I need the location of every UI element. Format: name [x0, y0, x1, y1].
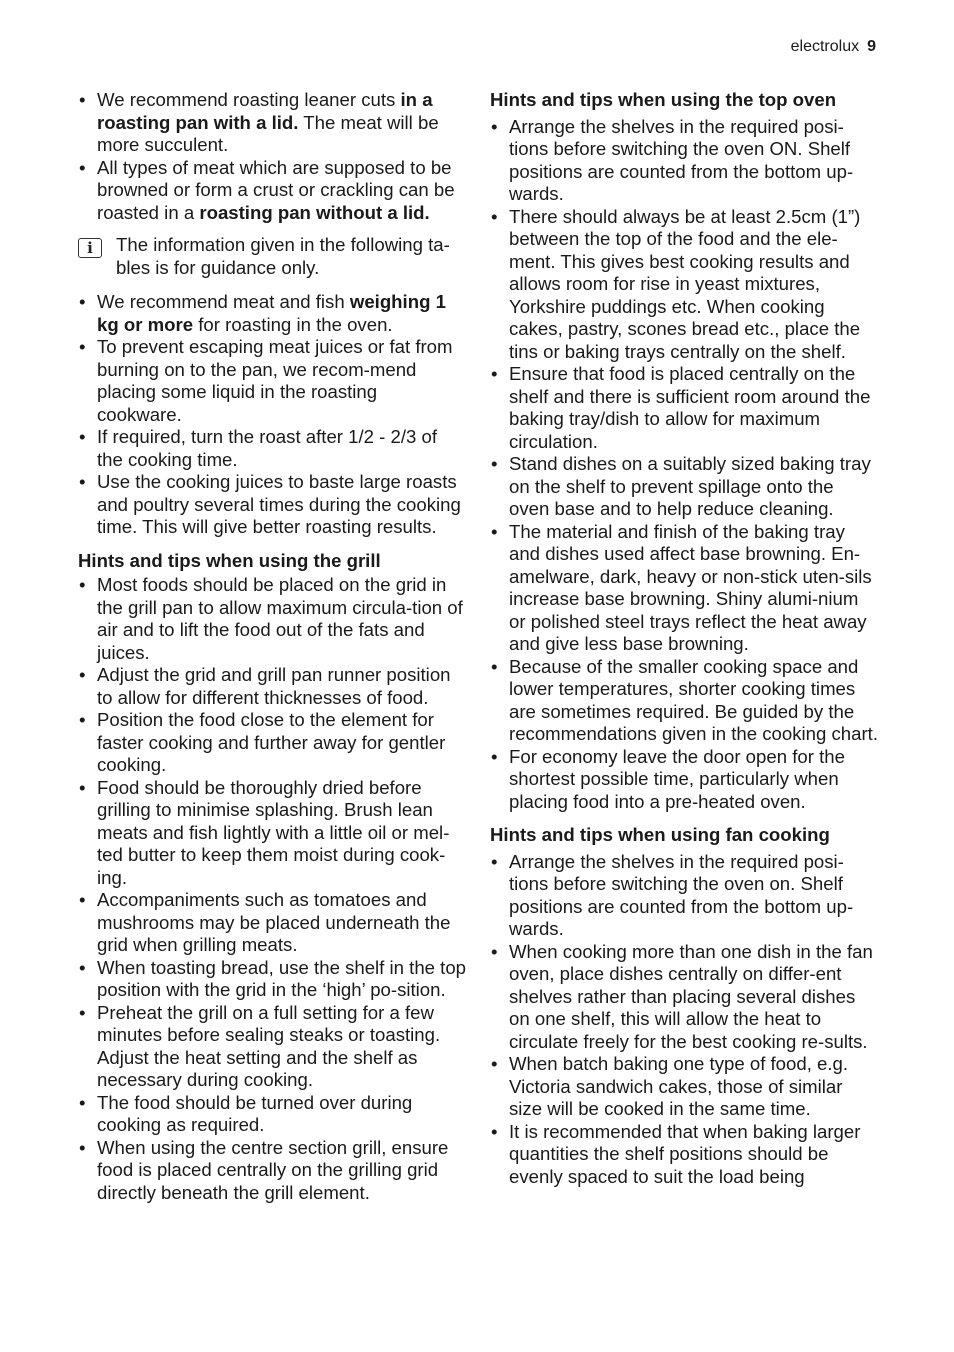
list-item: • When using the centre section grill, ensure food is placed centrally on the grilling grid directly beneath the grill element.	[78, 1137, 466, 1205]
list-item: • Arrange the shelves in the required posi-tions before switching the oven on. Shelf positions are counted from the bottom up-wards.	[490, 851, 878, 941]
fan-cooking-heading: Hints and tips when using fan cooking	[490, 824, 830, 845]
left-column	[78, 89, 466, 1204]
top-oven-list	[490, 116, 878, 814]
guidance-note	[78, 234, 466, 279]
list-item: • The material and finish of the baking tray and dishes used affect base browning. En-amelware, dark, heavy or non-stick uten-sils increase base browning. Shiny alumi-nium or polished steel trays reflect the heat away and give less base browning.	[490, 521, 878, 656]
grill-list	[78, 574, 466, 1204]
fan-cooking-list	[490, 851, 878, 1189]
top-oven-heading: Hints and tips when using the top oven	[490, 89, 837, 110]
list-item: • All types of meat which are supposed to be browned or form a crust or crackling can be roasted in a roasting pan without a lid.	[78, 157, 466, 225]
roasting-list	[78, 89, 466, 224]
list-item: • Food should be thoroughly dried before grilling to minimise splashing. Brush lean meats and fish lightly with a little oil or mel-ted butter to keep them moist during cook-ing.	[78, 777, 466, 890]
right-column	[490, 89, 878, 1188]
list-item: • Stand dishes on a suitably sized baking tray on the shelf to prevent spillage onto the oven base and to help reduce cleaning.	[490, 453, 878, 521]
brand-name: electrolux	[790, 38, 860, 55]
list-item: • If required, turn the roast after 1/2 - 2/3 of the cooking time.	[78, 426, 466, 471]
list-item: • Arrange the shelves in the required posi-tions before switching the oven ON. Shelf positions are counted from the bottom up-wards.	[490, 116, 878, 206]
list-item: • Preheat the grill on a full setting for a few minutes before sealing steaks or toasting. Adjust the heat setting and the shelf as necessary during cooking.	[78, 1002, 466, 1092]
list-item: • Use the cooking juices to baste large roasts and poultry several times during the cooking time. This will give better roasting results.	[78, 471, 466, 539]
list-item: • Most foods should be placed on the grid in the grill pan to allow maximum circula-tion of air and to lift the food out of the fats and juices.	[78, 574, 466, 664]
grill-heading: Hints and tips when using the grill	[78, 549, 381, 571]
list-item: • To prevent escaping meat juices or fat from burning on to the pan, we recom-mend placing some liquid in the roasting cookware.	[78, 336, 466, 426]
list-item: • There should always be at least 2.5cm (1”) between the top of the food and the ele-ment. This gives best cooking results and allows room for rise in yeast mixtures, Yorkshire puddings etc. When cooking cakes, pastry, scones bread etc., place the tins or baking trays centrally on the shelf.	[490, 206, 878, 364]
list-item: • Position the food close to the element for faster cooking and further away for gentler cooking.	[78, 709, 466, 777]
note-text: The information given in the following ta-bles is for guidance only.	[116, 234, 450, 278]
list-item: • Adjust the grid and grill pan runner position to allow for different thicknesses of food.	[78, 664, 466, 709]
list-item: • When cooking more than one dish in the fan oven, place dishes centrally on differ-ent shelves rather than placing several dishes on one shelf, this will allow the heat to circulate freely for the best cooking re-sults.	[490, 941, 878, 1054]
list-item: • Because of the smaller cooking space and lower temperatures, shorter cooking times are sometimes required. Be guided by the recommendations given in the cooking chart.	[490, 656, 878, 746]
list-item: • We recommend meat and fish weighing 1 kg or more for roasting in the oven.	[78, 291, 466, 336]
list-item: • The food should be turned over during cooking as required.	[78, 1092, 466, 1137]
list-item: • For economy leave the door open for the shortest possible time, particularly when placing food into a pre-heated oven.	[490, 746, 878, 814]
list-item: • We recommend roasting leaner cuts in a roasting pan with a lid. The meat will be more succulent.	[78, 89, 466, 157]
list-item: • When toasting bread, use the shelf in the top position with the grid in the ‘high’ po-sition.	[78, 957, 466, 1002]
roasting-list-2	[78, 291, 466, 539]
list-item: • It is recommended that when baking larger quantities the shelf positions should be evenly spaced to suit the load being	[490, 1121, 878, 1189]
page-number: 9	[867, 38, 876, 55]
list-item: • Ensure that food is placed centrally on the shelf and there is sufficient room around the baking tray/dish to allow for maximum circulation.	[490, 363, 878, 453]
info-icon: i	[78, 238, 102, 258]
list-item: • When batch baking one type of food, e.g. Victoria sandwich cakes, those of similar size will be cooked in the same time.	[490, 1053, 878, 1121]
list-item: • Accompaniments such as tomatoes and mushrooms may be placed underneath the grid when grilling meats.	[78, 889, 466, 957]
page-header	[791, 37, 876, 57]
